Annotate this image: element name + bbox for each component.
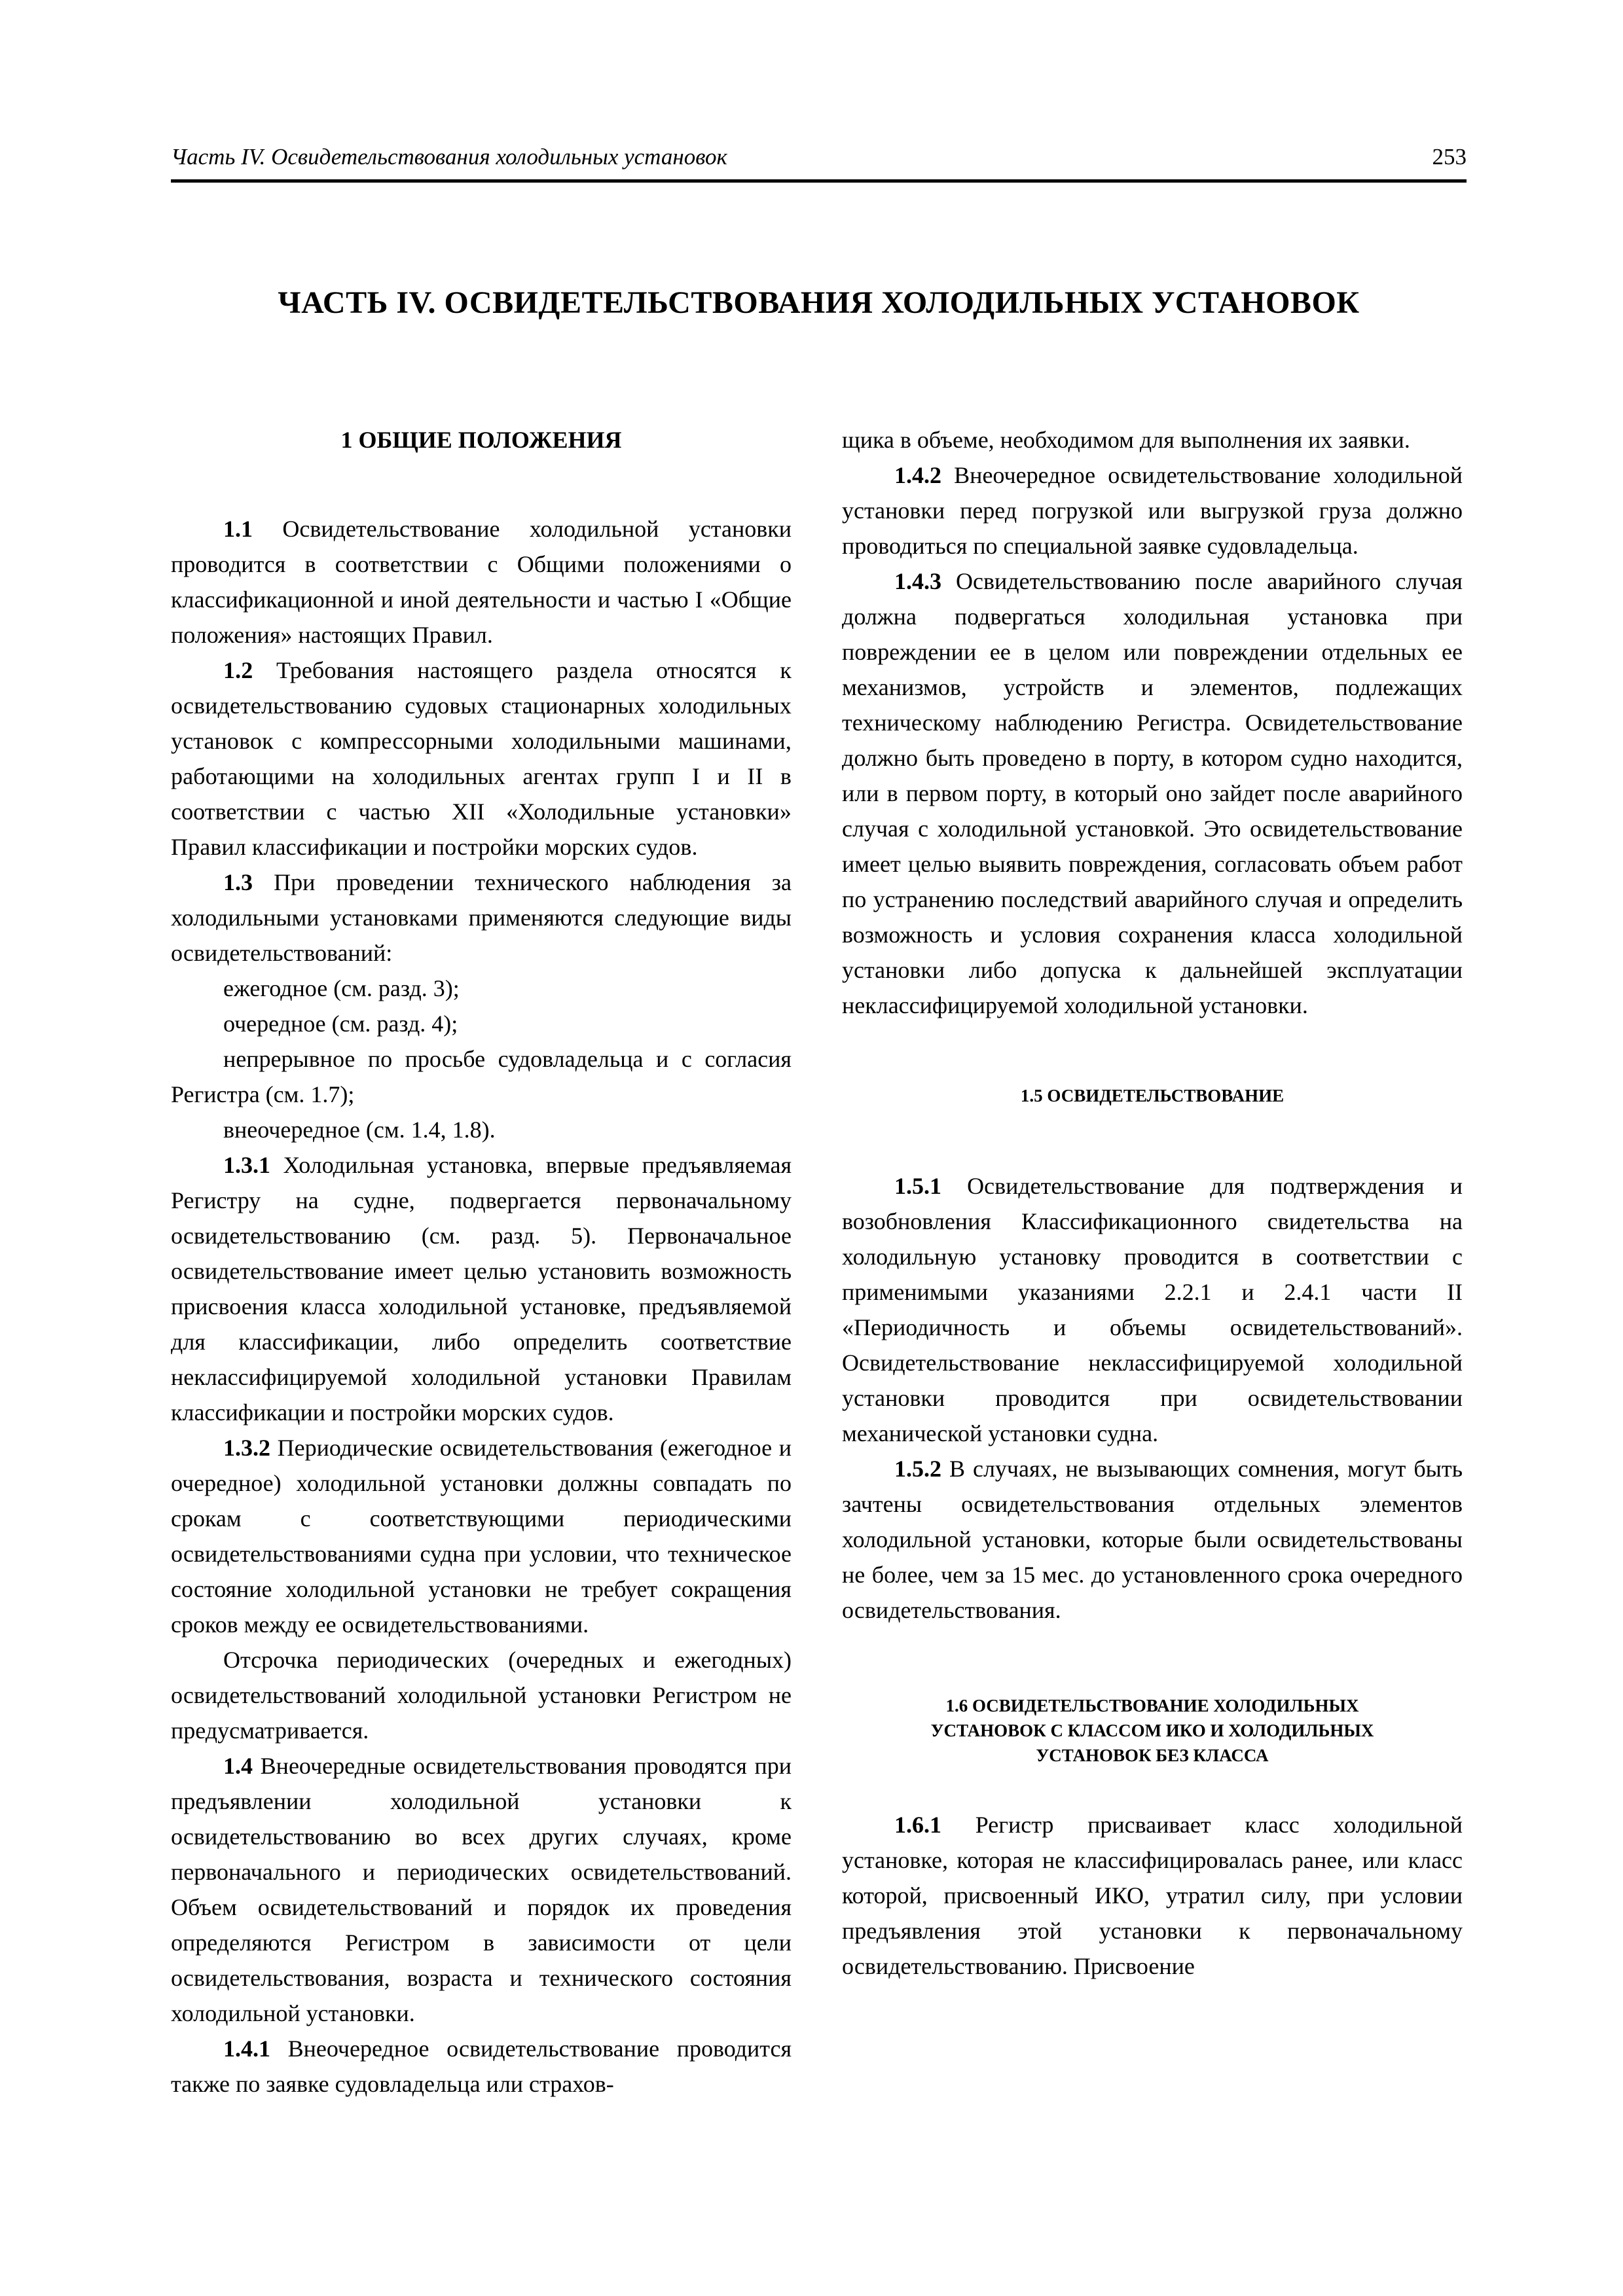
- clause-text: Внеочередное освидетельствование холодильной установки перед погрузкой или выгрузкой груза должно проводиться по специальной заявке судовладельца.: [842, 462, 1463, 559]
- page-number: 253: [1432, 144, 1467, 170]
- paragraph-1-3-2: [171, 1430, 792, 1642]
- list-item: очередное (см. разд. 4);: [223, 1011, 458, 1037]
- heading-line: УСТАНОВОК С КЛАССОМ ИКО И ХОЛОДИЛЬНЫХ: [930, 1721, 1374, 1740]
- clause-text: Освидетельствование холодильной установки проводится в соответствии с Общими положениями о классификационной и иной деятельности и частью I «Общие положения» настоящих Правил.: [171, 516, 792, 648]
- clause-text: При проведении технического наблюдения за холодильными установками применяются следующие виды освидетельствований:: [171, 869, 792, 966]
- clause-number: 1.5.1: [894, 1173, 941, 1199]
- clause-text: Регистр присваивает класс холодильной установке, которая не классифицировалась ранее, или класс которой, присвоенный ИКО, утратил силу, при условии предъявления этой установки к первоначальному освидетельствованию. Присвоение: [842, 1812, 1463, 1979]
- running-header: [171, 139, 1467, 183]
- paragraph-1-1: [171, 511, 792, 653]
- section-1-5-heading: 1.5 ОСВИДЕТЕЛЬСТВОВАНИЕ: [1020, 1086, 1285, 1105]
- heading-line: 1.6 ОСВИДЕТЕЛЬСТВОВАНИЕ ХОЛОДИЛЬНЫХ: [945, 1696, 1359, 1715]
- right-column: [842, 422, 1463, 1984]
- clause-text: Освидетельствование для подтверждения и возобновления Классификационного свидетельства на холодильную установку проводится в соответствии с применимыми указаниями 2.2.1 и 2.4.1 части II «Периодичность и объемы освидетельствований». Освидетельствование неклассифицируемой холодильной установки проводится при освидетельствовании механической установки судна.: [842, 1173, 1463, 1446]
- paragraph-1-3-1: [171, 1147, 792, 1430]
- paragraph-1-4-3: [842, 564, 1463, 1023]
- list-item: внеочередное (см. 1.4, 1.8).: [223, 1117, 496, 1143]
- paragraph-1-5-1: [842, 1168, 1463, 1451]
- paragraph-1-2: [171, 653, 792, 865]
- section-1-6-heading: [842, 1693, 1463, 1768]
- paragraph-1-6-1: [842, 1807, 1463, 1984]
- paragraph-1-3: [171, 865, 792, 971]
- clause-text: Внеочередные освидетельствования проводятся при предъявлении холодильной установки к освидетельствованию во всех других случаях, кроме первоначального и периодических освидетельствований. Объем освидетельствований и порядок их проведения определяются Регистром в зависимости от цели освидетельствования, возраста и технического состояния холодильной установки.: [171, 1753, 792, 2026]
- paragraph-1-5-2: [842, 1451, 1463, 1628]
- list-item: непрерывное по просьбе судовладельца и с согласия Регистра (см. 1.7);: [171, 1046, 792, 1107]
- clause-number: 1.5.2: [894, 1456, 941, 1482]
- clause-number: 1.1: [223, 516, 253, 542]
- clause-number: 1.4.2: [894, 462, 941, 488]
- left-column: [171, 422, 792, 2102]
- clause-number: 1.4: [223, 1753, 253, 1779]
- clause-number: 1.6.1: [894, 1812, 941, 1838]
- running-header-title: Часть IV. Освидетельствования холодильных установок: [171, 144, 727, 170]
- clause-number: 1.3.1: [223, 1152, 270, 1178]
- paragraph-1-4-1: [171, 2031, 792, 2102]
- section-1-heading: 1 ОБЩИЕ ПОЛОЖЕНИЯ: [340, 427, 622, 453]
- clause-text: Требования настоящего раздела относятся к освидетельствованию судовых стационарных холодильных установок с компрессорными холодильными машинами, работающими на холодильных агентах групп I и II в соответствии с частью XII «Холодильные установки» Правил классификации и постройки морских судов.: [171, 657, 792, 860]
- paragraph-deferral: Отсрочка периодических (очередных и ежегодных) освидетельствований холодильной установки Регистром не предусматривается.: [171, 1647, 792, 1744]
- clause-number: 1.2: [223, 657, 253, 683]
- clause-text: Периодические освидетельствования (ежегодное и очередное) холодильной установки должны совпадать по срокам с соответствующими периодическими освидетельствованиями судна при условии, что техническое состояние холодильной установки не требует сокращения сроков между ее освидетельствованиями.: [171, 1435, 792, 1638]
- clause-number: 1.3.2: [223, 1435, 270, 1461]
- heading-line: УСТАНОВОК БЕЗ КЛАССА: [1036, 1746, 1269, 1765]
- clause-number: 1.4.3: [894, 568, 941, 594]
- paragraph-1-4: [171, 1748, 792, 2031]
- clause-text: Холодильная установка, впервые предъявляемая Регистру на судне, подвергается первоначальному освидетельствованию (см. разд. 5). Первоначальное освидетельствование имеет целью установить возможность присвоения класса холодильной установке, предъявляемой для классификации, либо определить соответствие неклассифицируемой холодильной установки Правилам классификации и постройки морских судов.: [171, 1152, 792, 1426]
- paragraph-continued: щика в объеме, необходимом для выполнения их заявки.: [842, 427, 1410, 453]
- clause-number: 1.3: [223, 869, 253, 895]
- clause-text: Внеочередное освидетельствование проводится также по заявке судовладельца или страхов-: [171, 2036, 792, 2097]
- clause-number: 1.4.1: [223, 2036, 270, 2062]
- paragraph-1-4-2: [842, 457, 1463, 564]
- clause-text: В случаях, не вызывающих сомнения, могут быть зачтены освидетельствования отдельных элементов холодильной установки, которые были освидетельствованы не более, чем за 15 мес. до установленного срока очередного освидетельствования.: [842, 1456, 1463, 1623]
- list-item: ежегодное (см. разд. 3);: [223, 975, 460, 1001]
- part-title: ЧАСТЬ IV. ОСВИДЕТЕЛЬСТВОВАНИЯ ХОЛОДИЛЬНЫХ УСТАНОВОК: [278, 285, 1360, 320]
- clause-text: Освидетельствованию после аварийного случая должна подвергаться холодильная установка при повреждении ее в целом или повреждении отдельных ее механизмов, устройств и элементов, подлежащих техническому наблюдению Регистра. Освидетельствование должно быть проведено в порту, в котором судно находится, или в первом порту, в который оно зайдет после аварийного случая с холодильной установкой. Это освидетельствование имеет целью выявить повреждения, согласовать объем работ по устранению последствий аварийного случая и определить возможность и условия сохранения класса холодильной установки либо допуска к дальнейшей эксплуатации неклассифицируемой холодильной установки.: [842, 568, 1463, 1018]
